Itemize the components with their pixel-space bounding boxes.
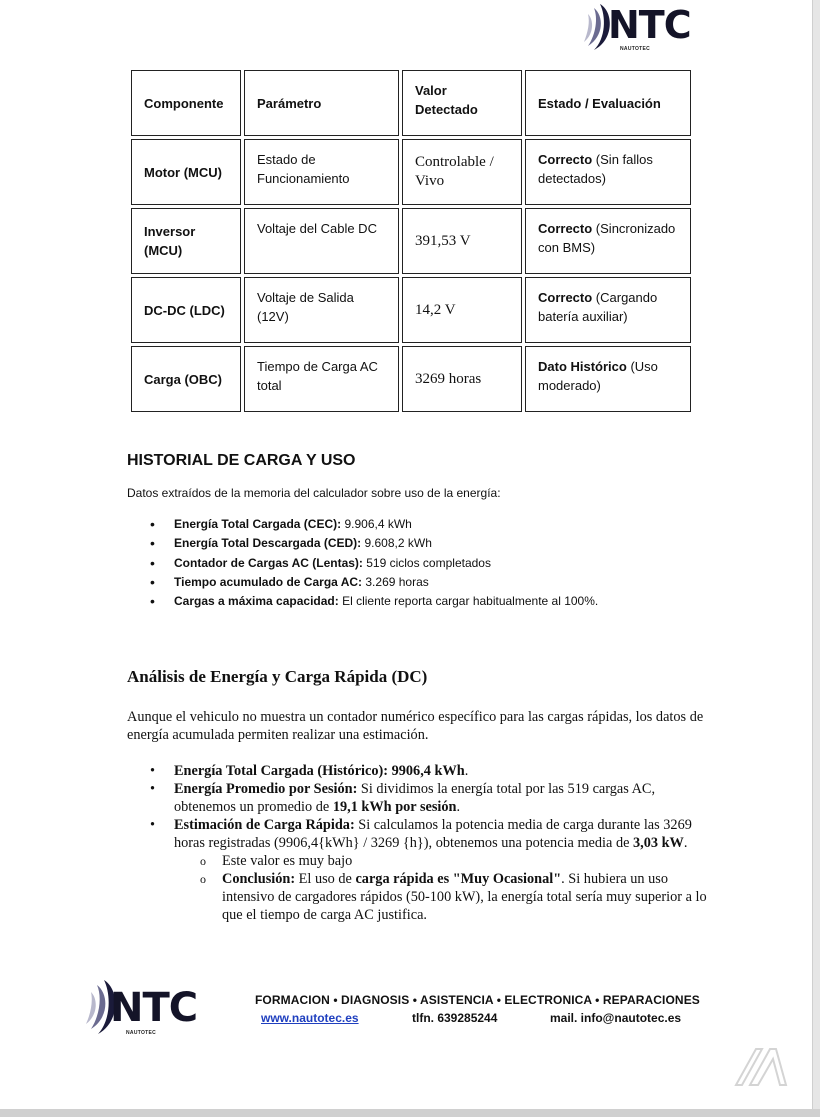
footer-services: FORMACION • DIAGNOSIS • ASISTENCIA • ELECTRONICA • REPARACIONES xyxy=(255,993,700,1007)
component-table xyxy=(128,67,694,415)
item-bold: carga rápida es "Muy Ocasional" xyxy=(355,871,562,887)
item-text: . xyxy=(683,835,688,851)
item-value: 9.608,2 kWh xyxy=(361,536,432,551)
status-cell xyxy=(525,208,691,274)
status-note: (Cargando batería auxiliar) xyxy=(538,290,658,324)
viewer-scrollbar[interactable] xyxy=(812,0,820,1117)
item-text: Si calculamos la potencia media de carga durante las 3269 horas registradas (9906,4{kWh} / 3269 {h}), obtenemos una potencia media de xyxy=(174,817,692,851)
item-label: Cargas a máxima capacidad: xyxy=(174,594,339,609)
component-cell: Inversor (MCU) xyxy=(131,208,241,274)
list-item xyxy=(150,816,710,852)
item-label: Energía Total Cargada (Histórico): 9906,4 kWh xyxy=(174,763,465,779)
analysis-intro: Aunque el vehiculo no muestra un contador numérico específico para las cargas rápidas, los datos de energía acumulada permiten realizar una estimación. xyxy=(127,709,704,743)
header-logo xyxy=(580,2,730,52)
analysis-list xyxy=(150,762,710,924)
item-value: El cliente reporta cargar habitualmente al 100%. xyxy=(338,594,599,609)
status-note: (Uso moderado) xyxy=(538,359,658,393)
status-bold: Correcto xyxy=(538,152,593,167)
value-cell: 14,2 V xyxy=(402,277,522,343)
component-cell: Carga (OBC) xyxy=(131,346,241,412)
status-bold: Dato Histórico xyxy=(538,359,627,374)
status-bold: Correcto xyxy=(538,290,593,305)
parameter-cell: Voltaje del Cable DC xyxy=(244,208,399,274)
logo-subtext: NAUTOTEC xyxy=(126,1030,157,1036)
value-cell: 3269 horas xyxy=(402,346,522,412)
header-cell: Parámetro xyxy=(244,70,399,136)
list-item xyxy=(150,573,598,592)
viewer-bottom-edge xyxy=(0,1109,820,1117)
item-label: Conclusión: xyxy=(222,871,296,887)
item-label: Energía Total Cargada (CEC): xyxy=(174,517,342,531)
component-cell: DC-DC (LDC) xyxy=(131,277,241,343)
watermark-icon xyxy=(732,1045,790,1087)
footer-mail: mail. info@nautotec.es xyxy=(550,1011,682,1025)
sub-list-item xyxy=(150,870,710,924)
item-value: 519 ciclos completados xyxy=(362,555,491,570)
item-label: Contador de Cargas AC (Lentas): xyxy=(174,555,363,570)
history-heading: HISTORIAL DE CARGA Y USO xyxy=(127,452,356,469)
value-cell: 391,53 V xyxy=(402,208,522,274)
status-note: (Sin fallos detectados) xyxy=(538,152,653,186)
component-cell: Motor (MCU) xyxy=(131,139,241,205)
list-item xyxy=(150,515,598,534)
item-label: Tiempo acumulado de Carga AC: xyxy=(174,574,363,589)
status-bold: Correcto xyxy=(538,221,593,236)
item-bold: 3,03 kW xyxy=(633,835,684,851)
parameter-cell: Estado de Funcionamiento xyxy=(244,139,399,205)
header-cell: Componente xyxy=(131,70,241,136)
parameter-cell: Tiempo de Carga AC total xyxy=(244,346,399,412)
footer-phone: tlfn. 639285244 xyxy=(412,1011,498,1025)
status-cell xyxy=(525,139,691,205)
item-text: . Si hubiera un uso intensivo de cargadores rápidos (50-100 kW), la energía total sería muy superior a lo que el tiempo de carga AC justifica. xyxy=(222,871,707,923)
item-label: Estimación de Carga Rápida: xyxy=(174,817,355,833)
logo-subtext: NAUTOTEC xyxy=(620,46,651,52)
value-cell: Controlable / Vivo xyxy=(402,139,522,205)
history-list xyxy=(150,515,598,611)
logo-text: NTC xyxy=(608,3,691,47)
header-cell: Estado / Evaluación xyxy=(525,70,691,136)
history-intro: Datos extraídos de la memoria del calculador sobre uso de la energía: xyxy=(127,486,501,500)
table-row xyxy=(131,139,691,205)
item-text: . xyxy=(456,799,461,815)
status-note: (Sincronizado con BMS) xyxy=(538,221,676,255)
table-header-row xyxy=(131,70,691,136)
item-value: 3.269 horas xyxy=(362,574,429,589)
footer-logo xyxy=(82,978,242,1036)
item-text: El uso de xyxy=(295,871,356,887)
table-row xyxy=(131,277,691,343)
item-label: Energía Promedio por Sesión: xyxy=(174,781,358,797)
list-item xyxy=(150,592,598,611)
item-text: . xyxy=(464,763,469,779)
analysis-heading: Análisis de Energía y Carga Rápida (DC) xyxy=(127,667,428,686)
item-label: Energía Total Descargada (CED): xyxy=(174,536,362,551)
footer-web-link[interactable]: www.nautotec.es xyxy=(261,1011,359,1025)
table-row xyxy=(131,208,691,274)
sub-list-item: o Este valor es muy bajo xyxy=(150,852,710,870)
item-value: 9.906,4 kWh xyxy=(341,517,412,531)
list-item xyxy=(150,534,598,553)
parameter-cell: Voltaje de Salida (12V) xyxy=(244,277,399,343)
logo-text: NTC xyxy=(110,985,198,1031)
status-cell xyxy=(525,346,691,412)
header-cell: Valor Detectado xyxy=(402,70,522,136)
list-item xyxy=(150,780,710,816)
list-item xyxy=(150,762,710,780)
item-bold: 19,1 kWh por sesión xyxy=(332,799,457,815)
status-cell xyxy=(525,277,691,343)
item-text: Si dividimos la energía total por las 519 cargas AC, obtenemos un promedio de xyxy=(174,781,656,815)
list-item xyxy=(150,554,598,573)
table-row xyxy=(131,346,691,412)
